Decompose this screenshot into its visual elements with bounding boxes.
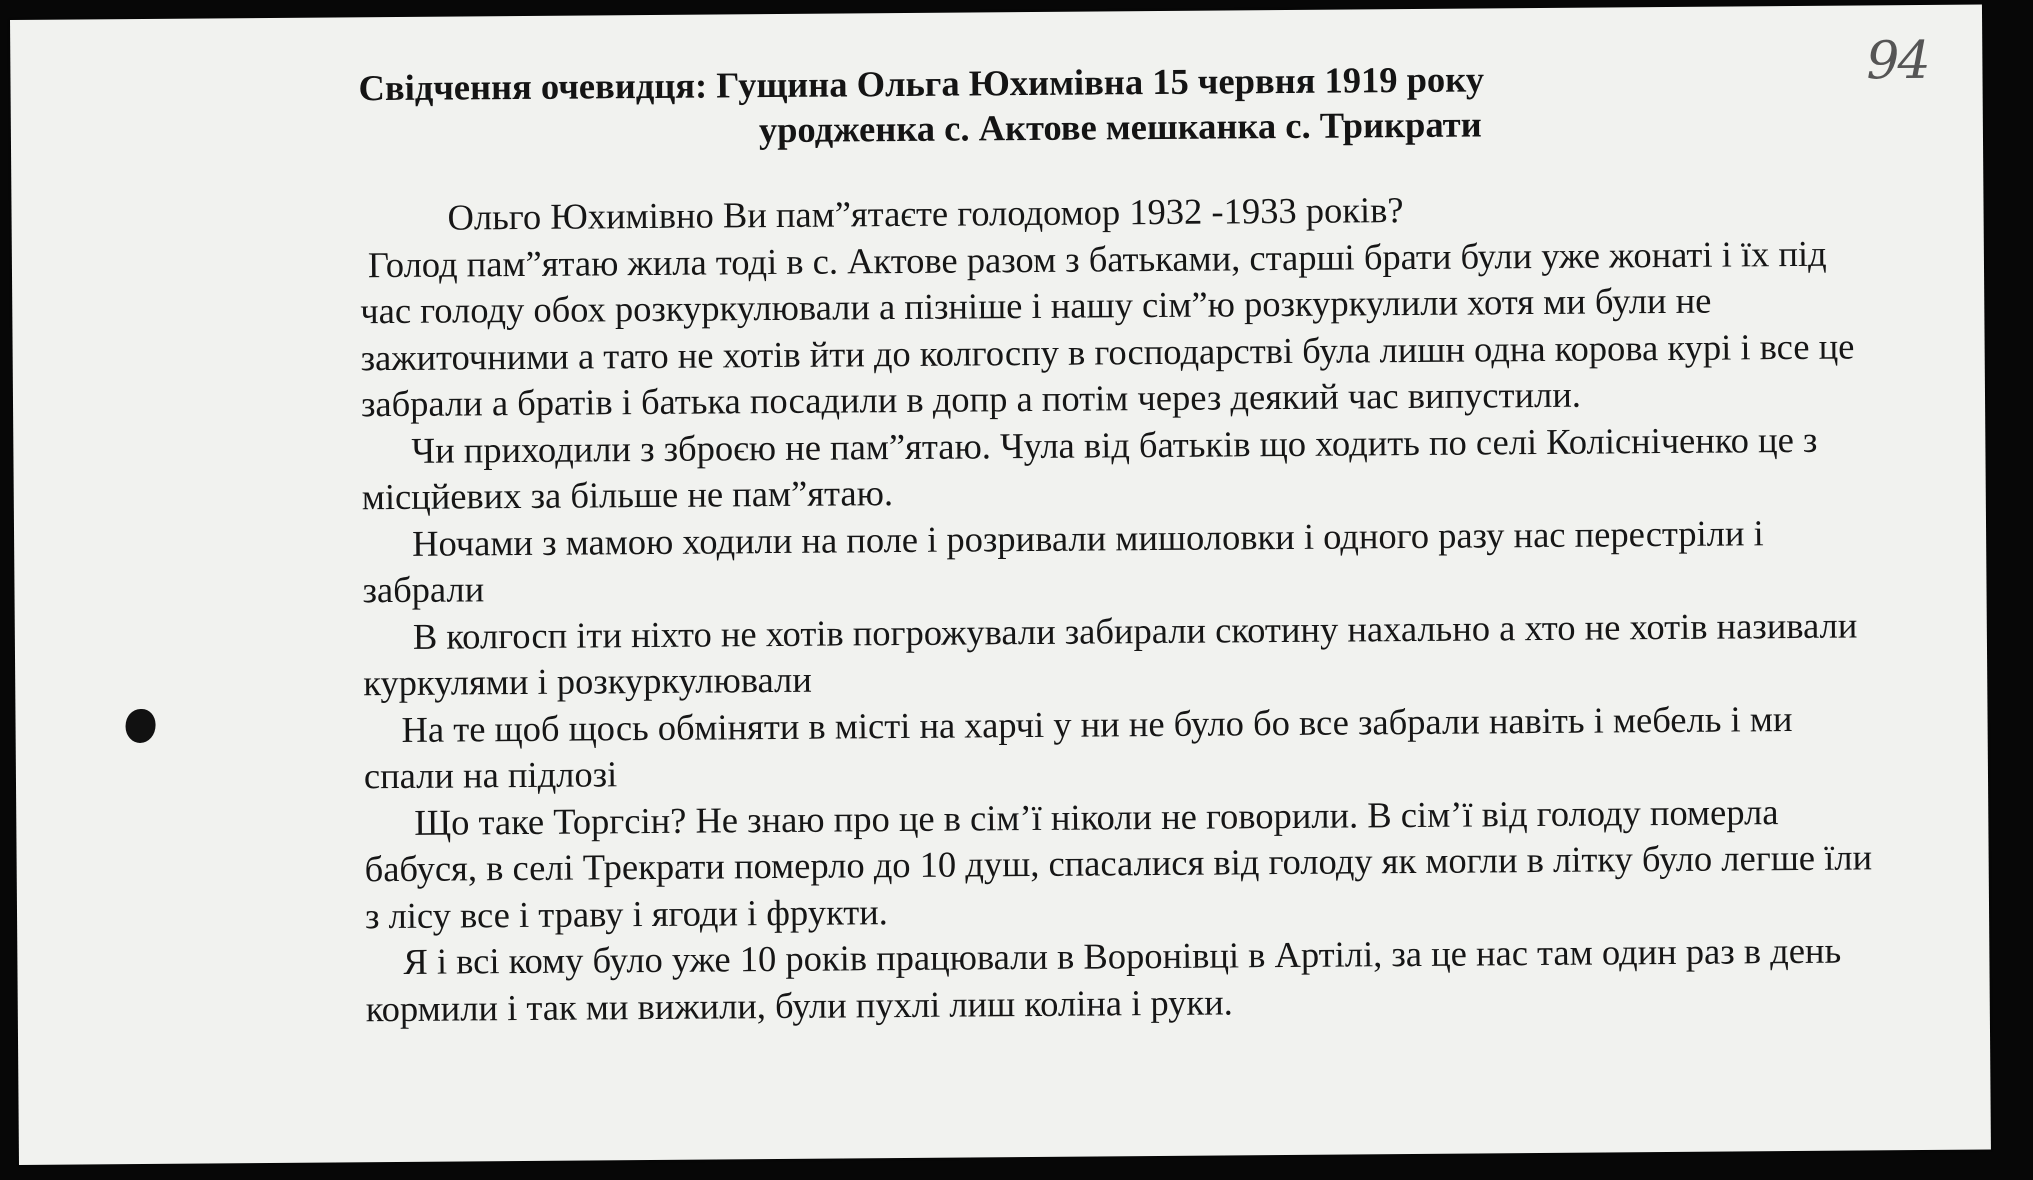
- title-line-2: уродженка с. Актове мешканка с. Трикрати: [758, 103, 1482, 151]
- paragraph-answer-6: Що таке Торгсін? Не знаю про це в сім’ї ніколи не говорили. В сім’ї від голоду померла бабуся, в селі Трекрати померло до 10 душ, спасалися від голоду як могли в літку було легше їли з лісу все і траву і ягоди і фрукти.: [364, 790, 1873, 936]
- handwritten-page-number: 94: [1866, 30, 1929, 92]
- paragraph-question: Ольго Юхимівно Ви пам”ятаєте голодомор 1932 -1933 років?: [447, 189, 1404, 238]
- punch-hole: [125, 709, 155, 743]
- document-title: [358, 55, 1709, 156]
- paragraph-answer-4: В колгосп іти ніхто не хотів погрожували забирали скотину нахально а хто не хотів називали куркулями і розкуркулювали: [363, 604, 1858, 704]
- document-page: [10, 5, 1991, 1165]
- document-body: [359, 183, 1886, 1032]
- title-line-1: Свідчення очевидця: Гущина Ольга Юхимівна 15 червня 1919 року: [358, 58, 1485, 109]
- paragraph-answer-2: Чи приходили з зброєю не пам”ятаю. Чула від батьків що ходить по селі Колісніченко це з місцйевих за більше не пам”ятаю.: [361, 418, 1818, 518]
- paragraph-answer-3: Ночами з мамою ходили на поле і розривали мишоловки і одного разу нас перестріли і забрали: [362, 511, 1764, 611]
- paragraph-answer-7: Я і всі кому було уже 10 років працювали в Воронівці в Артілі, за це нас там один раз в день кормили і так ми вижили, були пухлі лиш коліна і руки.: [365, 929, 1842, 1029]
- paragraph-answer-1: Голод пам”ятаю жила тоді в с. Актове разом з батьками, старші брати були уже жонаті і їх під час голоду обох розкуркулювали а пізніше і нашу сім”ю розкуркулили хотя ми були не зажиточними а тато не хотів йти до колгоспу в господарстві була лишн одна корова курі і все це забрали а братів і батька посадили в допр а потім через деякий час випустили.: [360, 232, 1855, 425]
- paragraph-answer-5: На те щоб щось обміняти в місті на харчі у ни не було бо все забрали навіть і мебель і ми спали на підлозі: [363, 697, 1793, 797]
